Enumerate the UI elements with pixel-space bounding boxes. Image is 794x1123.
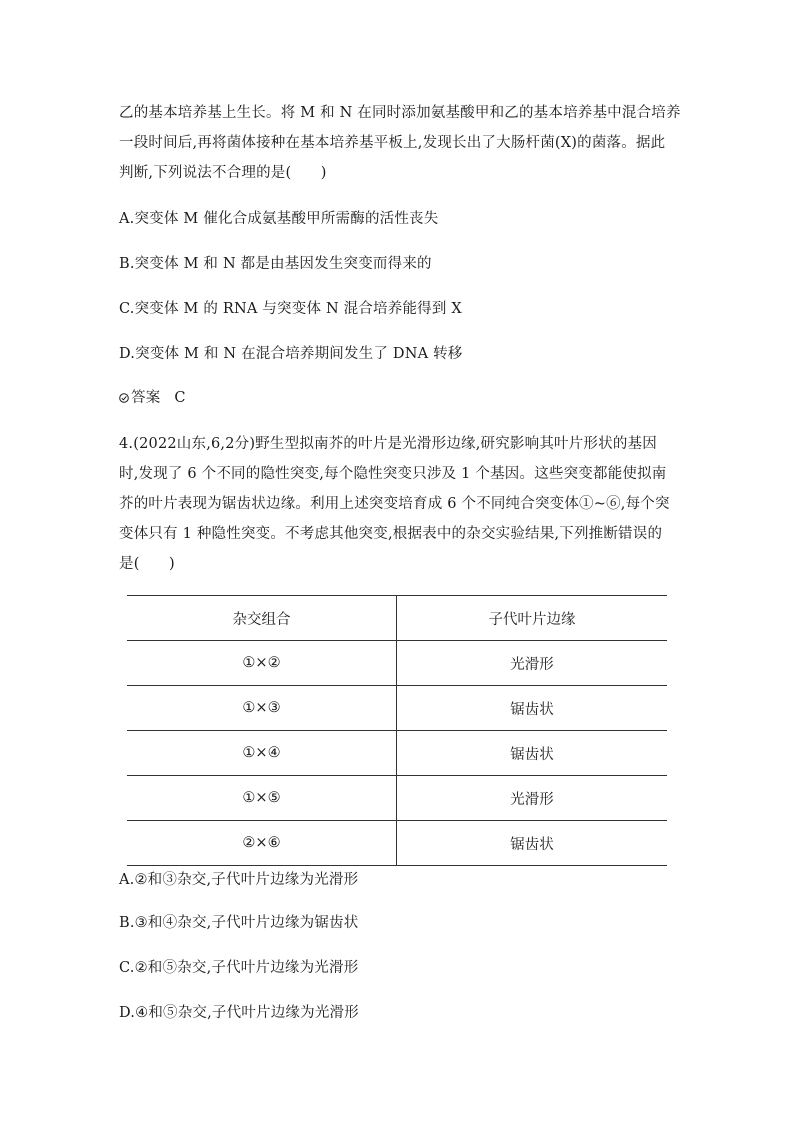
question-4-text-line-4: 变体只有 1 种隐性突变。不考虑其他突变,根据表中的杂交实验结果,下列推断错误的 bbox=[119, 526, 663, 542]
q4-option-d: D.④和⑤杂交,子代叶片边缘为光滑形 bbox=[119, 1005, 359, 1021]
cross-cell: ①×⑤ bbox=[127, 776, 397, 821]
q3-option-c: C.突变体 M 的 RNA 与突变体 N 混合培养能得到 X bbox=[119, 301, 462, 317]
cross-cell: ②×⑥ bbox=[127, 821, 397, 866]
result-cell: 锯齿状 bbox=[397, 731, 668, 776]
cross-cell: ①×③ bbox=[127, 686, 397, 731]
table-row bbox=[127, 641, 667, 686]
result-cell: 光滑形 bbox=[397, 776, 668, 821]
question-4-text-line-3: 芥的叶片表现为锯齿状边缘。利用上述突变培育成 6 个不同纯合突变体①~⑥,每个突 bbox=[119, 496, 670, 512]
question-4-text-line-2: 时,发现了 6 个不同的隐性突变,每个隐性突变只涉及 1 个基因。这些突变都能使拟南 bbox=[119, 466, 667, 482]
q3-option-d: D.突变体 M 和 N 在混合培养期间发生了 DNA 转移 bbox=[119, 346, 463, 362]
table-header-row bbox=[127, 596, 667, 641]
q3-option-a: A.突变体 M 催化合成氨基酸甲所需酶的活性丧失 bbox=[119, 211, 439, 227]
answer-label: 答案 bbox=[131, 390, 161, 406]
q4-option-b: B.③和④杂交,子代叶片边缘为锯齿状 bbox=[119, 915, 359, 931]
header-cross-combination: 杂交组合 bbox=[127, 596, 397, 641]
question-3-text-line-2: 一段时间后,再将菌体接种在基本培养基平板上,发现长出了大肠杆菌(X)的菌落。据此 bbox=[119, 135, 666, 151]
question-3-text-line-3: 判断,下列说法不合理的是( ) bbox=[119, 165, 327, 181]
table-row bbox=[127, 821, 667, 866]
table-row bbox=[127, 686, 667, 731]
q4-option-a: A.②和③杂交,子代叶片边缘为光滑形 bbox=[119, 872, 359, 888]
q3-option-b: B.突变体 M 和 N 都是由基因发生突变而得来的 bbox=[119, 256, 432, 272]
cross-cell: ①×④ bbox=[127, 731, 397, 776]
q3-answer bbox=[119, 389, 186, 407]
cross-results-table bbox=[127, 595, 667, 866]
cross-cell: ①×② bbox=[127, 641, 397, 686]
q4-option-c: C.②和⑤杂交,子代叶片边缘为光滑形 bbox=[119, 960, 359, 976]
question-4-text-line-1: 4.(2022山东,6,2分)野生型拟南芥的叶片是光滑形边缘,研究影响其叶片形状的基因 bbox=[119, 436, 657, 452]
answer-value: C bbox=[174, 390, 186, 406]
question-4-text-line-5: 是( ) bbox=[119, 556, 175, 572]
header-leaf-margin: 子代叶片边缘 bbox=[397, 596, 668, 641]
table-row bbox=[127, 731, 667, 776]
result-cell: 光滑形 bbox=[397, 641, 668, 686]
check-circle-icon bbox=[119, 393, 129, 403]
result-cell: 锯齿状 bbox=[397, 821, 668, 866]
result-cell: 锯齿状 bbox=[397, 686, 668, 731]
table-row bbox=[127, 776, 667, 821]
question-3-text-line-1: 乙的基本培养基上生长。将 M 和 N 在同时添加氨基酸甲和乙的基本培养基中混合培养 bbox=[119, 105, 681, 121]
